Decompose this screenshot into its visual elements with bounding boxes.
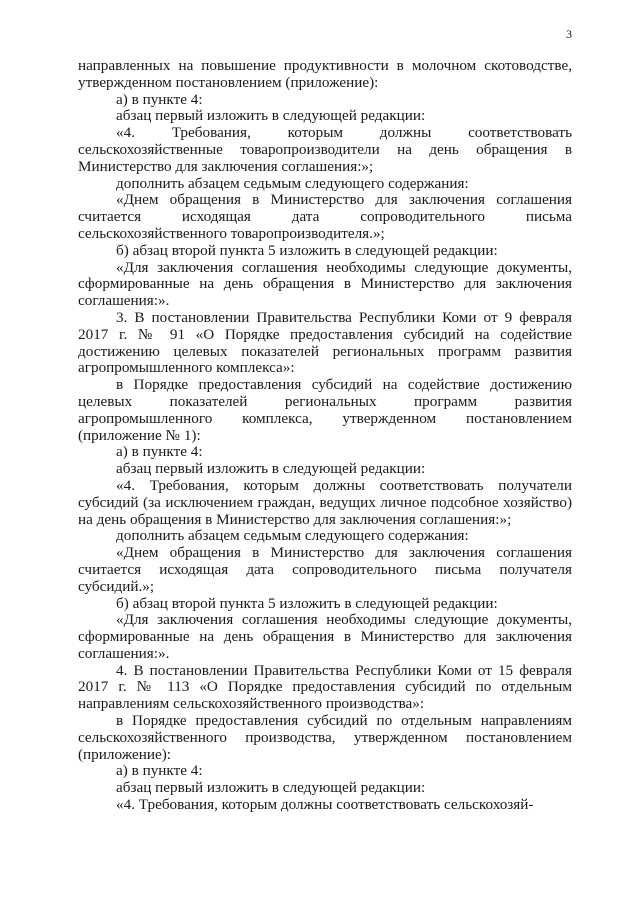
paragraph: направленных на повышение продуктивности в молочном скотоводстве, утвержденном постановлением (приложение): <box>78 57 572 91</box>
paragraph: в Порядке предоставления субсидий по отдельным направлениям сельскохозяйственного производства, утвержденном постановлением (приложение): <box>78 712 572 763</box>
paragraph: «4. Требования, которым должны соответствовать сельскохозяй- <box>116 796 534 814</box>
paragraph: «Для заключения соглашения необходимы следующие документы, сформированные на день обращения в Министерство для заключения соглашения:». <box>78 611 572 662</box>
paragraph: а) в пункте 4: <box>116 90 203 108</box>
paragraph: а) в пункте 4: <box>116 443 203 461</box>
paragraph: в Порядке предоставления субсидий на содействие достижению целевых показателей региональных программ развития агропромышленного комплекса, утвержденном постановлением (приложение № 1): <box>78 376 572 444</box>
paragraph: «4. Требования, которым должны соответствовать сельскохозяйственные товаропроизводители на день обращения в Министерство для заключения соглашения:»; <box>78 124 572 175</box>
paragraph: 3. В постановлении Правительства Республики Коми от 9 февраля 2017 г. № 91 «О Порядке предоставления субсидий на содействие достижению целевых показателей региональных программ развития агропромышленного комплекса»: <box>78 308 572 377</box>
paragraph: а) в пункте 4: <box>116 762 203 780</box>
paragraph: «4. Требования, которым должны соответствовать получатели субсидий (за исключением граждан, ведущих личное подсобное хозяйство) на день обращения в Министерство для заключения соглашения:»; <box>78 476 572 528</box>
paragraph: б) абзац второй пункта 5 изложить в следующей редакции: <box>116 594 498 612</box>
paragraph: 4. В постановлении Правительства Республики Коми от 15 февраля 2017 г. № 113 «О Порядке предоставления субсидий по отдельным направлениям сельскохозяйственного производства»: <box>78 661 572 713</box>
paragraph: «Для заключения соглашения необходимы следующие документы, сформированные на день обращения в Министерство для заключения соглашения:». <box>78 258 572 310</box>
document-body <box>78 58 572 814</box>
paragraph: абзац первый изложить в следующей редакции: <box>116 107 426 125</box>
paragraph: абзац первый изложить в следующей редакции: <box>116 779 426 797</box>
paragraph: «Днем обращения в Министерство для заключения соглашения считается исходящая дата сопроводительного письма получателя субсидий.»; <box>78 544 572 595</box>
paragraph: дополнить абзацем седьмым следующего содержания: <box>116 527 469 545</box>
paragraph: абзац первый изложить в следующей редакции: <box>116 460 426 478</box>
page-number: 3 <box>566 27 572 41</box>
paragraph: «Днем обращения в Министерство для заключения соглашения считается исходящая дата сопроводительного письма сельскохозяйственного товаропроизводителя.»; <box>78 191 572 242</box>
paragraph: дополнить абзацем седьмым следующего содержания: <box>116 174 469 192</box>
paragraph: б) абзац второй пункта 5 изложить в следующей редакции: <box>116 241 498 259</box>
